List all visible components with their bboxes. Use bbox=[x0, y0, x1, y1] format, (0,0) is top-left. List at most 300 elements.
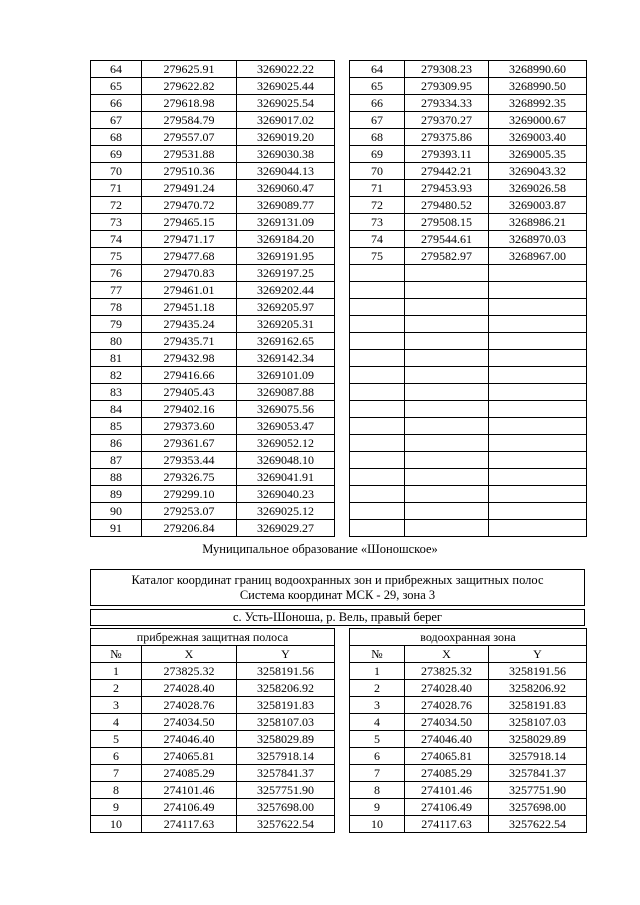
table-row bbox=[91, 503, 335, 520]
x-coordinate-cell bbox=[405, 503, 489, 520]
table-caption: водоохранная зона bbox=[350, 629, 587, 646]
y-coordinate-cell: 3269029.27 bbox=[237, 520, 335, 537]
x-coordinate-cell: 274085.29 bbox=[405, 765, 489, 782]
y-coordinate-cell: 3257751.90 bbox=[237, 782, 335, 799]
y-coordinate-cell: 3257622.54 bbox=[237, 816, 335, 833]
x-coordinate-cell: 274046.40 bbox=[142, 731, 237, 748]
point-number-cell bbox=[350, 265, 405, 282]
point-number-cell bbox=[350, 435, 405, 452]
table-row bbox=[91, 61, 335, 78]
point-number-cell: 68 bbox=[91, 129, 142, 146]
y-coordinate-cell: 3258107.03 bbox=[489, 714, 587, 731]
coords-table-water-zone bbox=[349, 628, 587, 833]
y-coordinate-cell bbox=[489, 401, 587, 418]
y-coordinate-cell: 3257918.14 bbox=[489, 748, 587, 765]
x-coordinate-cell bbox=[405, 418, 489, 435]
table-row bbox=[350, 95, 587, 112]
y-coordinate-cell bbox=[489, 265, 587, 282]
x-coordinate-cell: 279477.68 bbox=[142, 248, 237, 265]
point-number-cell: 2 bbox=[350, 680, 405, 697]
table-row bbox=[91, 714, 335, 731]
point-number-cell bbox=[350, 333, 405, 350]
y-coordinate-cell: 3269003.40 bbox=[489, 129, 587, 146]
x-coordinate-cell bbox=[405, 486, 489, 503]
table-row bbox=[91, 452, 335, 469]
y-coordinate-cell bbox=[489, 316, 587, 333]
y-coordinate-cell: 3269089.77 bbox=[237, 197, 335, 214]
point-number-cell bbox=[350, 401, 405, 418]
point-number-cell: 10 bbox=[350, 816, 405, 833]
x-coordinate-cell: 279618.98 bbox=[142, 95, 237, 112]
point-number-cell bbox=[350, 469, 405, 486]
table-row bbox=[350, 214, 587, 231]
table-row bbox=[350, 401, 587, 418]
y-coordinate-cell: 3257751.90 bbox=[489, 782, 587, 799]
x-coordinate-cell: 279361.67 bbox=[142, 435, 237, 452]
point-number-cell: 71 bbox=[350, 180, 405, 197]
y-coordinate-cell bbox=[489, 384, 587, 401]
point-number-cell: 1 bbox=[350, 663, 405, 680]
x-coordinate-cell: 279470.72 bbox=[142, 197, 237, 214]
table-row bbox=[91, 765, 335, 782]
x-coordinate-cell: 279622.82 bbox=[142, 78, 237, 95]
point-number-cell: 5 bbox=[350, 731, 405, 748]
point-number-cell: 7 bbox=[91, 765, 142, 782]
table-row bbox=[91, 418, 335, 435]
y-coordinate-cell: 3269053.47 bbox=[237, 418, 335, 435]
table-row bbox=[91, 367, 335, 384]
y-coordinate-cell: 3269205.31 bbox=[237, 316, 335, 333]
table-row bbox=[91, 333, 335, 350]
x-coordinate-cell: 279299.10 bbox=[142, 486, 237, 503]
column-header-y: Y bbox=[237, 646, 335, 663]
point-number-cell: 79 bbox=[91, 316, 142, 333]
x-coordinate-cell: 274028.76 bbox=[142, 697, 237, 714]
table-row bbox=[91, 401, 335, 418]
point-number-cell: 4 bbox=[350, 714, 405, 731]
point-number-cell: 74 bbox=[91, 231, 142, 248]
point-number-cell: 8 bbox=[350, 782, 405, 799]
y-coordinate-cell: 3257622.54 bbox=[489, 816, 587, 833]
table-row bbox=[91, 469, 335, 486]
point-number-cell bbox=[350, 452, 405, 469]
point-number-cell bbox=[350, 418, 405, 435]
x-coordinate-cell: 274106.49 bbox=[142, 799, 237, 816]
x-coordinate-cell: 279309.95 bbox=[405, 78, 489, 95]
point-number-cell: 85 bbox=[91, 418, 142, 435]
table-row bbox=[350, 503, 587, 520]
point-number-cell: 68 bbox=[350, 129, 405, 146]
coords-table-shore-strip bbox=[90, 628, 335, 833]
coordinate-system: Система координат МСК - 29, зона 3 bbox=[239, 588, 436, 602]
x-coordinate-cell: 279326.75 bbox=[142, 469, 237, 486]
point-number-cell: 91 bbox=[91, 520, 142, 537]
x-coordinate-cell bbox=[405, 265, 489, 282]
table-row bbox=[350, 435, 587, 452]
table-row bbox=[350, 231, 587, 248]
y-coordinate-cell: 3269197.25 bbox=[237, 265, 335, 282]
point-number-cell bbox=[350, 520, 405, 537]
table-row bbox=[91, 680, 335, 697]
table-row bbox=[91, 265, 335, 282]
y-coordinate-cell: 3269003.87 bbox=[489, 197, 587, 214]
table-row bbox=[91, 197, 335, 214]
table-caption: прибрежная защитная полоса bbox=[91, 629, 335, 646]
y-coordinate-cell: 3258191.56 bbox=[489, 663, 587, 680]
x-coordinate-cell bbox=[405, 316, 489, 333]
x-coordinate-cell: 279206.84 bbox=[142, 520, 237, 537]
y-coordinate-cell: 3269000.67 bbox=[489, 112, 587, 129]
coords-table-top-right bbox=[349, 60, 587, 537]
y-coordinate-cell: 3257698.00 bbox=[489, 799, 587, 816]
y-coordinate-cell: 3269202.44 bbox=[237, 282, 335, 299]
table-row bbox=[91, 384, 335, 401]
y-coordinate-cell: 3269041.91 bbox=[237, 469, 335, 486]
y-coordinate-cell bbox=[489, 469, 587, 486]
point-number-cell: 73 bbox=[350, 214, 405, 231]
point-number-cell: 81 bbox=[91, 350, 142, 367]
y-coordinate-cell: 3269040.23 bbox=[237, 486, 335, 503]
table-row bbox=[350, 299, 587, 316]
x-coordinate-cell: 279451.18 bbox=[142, 299, 237, 316]
point-number-cell: 8 bbox=[91, 782, 142, 799]
y-coordinate-cell bbox=[489, 452, 587, 469]
point-number-cell: 9 bbox=[350, 799, 405, 816]
y-coordinate-cell: 3269048.10 bbox=[237, 452, 335, 469]
table-row bbox=[350, 350, 587, 367]
x-coordinate-cell: 274101.46 bbox=[405, 782, 489, 799]
x-coordinate-cell: 279442.21 bbox=[405, 163, 489, 180]
y-coordinate-cell: 3258029.89 bbox=[237, 731, 335, 748]
table-row bbox=[350, 680, 587, 697]
column-header-number: № bbox=[350, 646, 405, 663]
table-row bbox=[350, 367, 587, 384]
table-row bbox=[350, 197, 587, 214]
y-coordinate-cell: 3269142.34 bbox=[237, 350, 335, 367]
point-number-cell bbox=[350, 384, 405, 401]
y-coordinate-cell: 3268990.60 bbox=[489, 61, 587, 78]
x-coordinate-cell: 274034.50 bbox=[405, 714, 489, 731]
x-coordinate-cell: 274034.50 bbox=[142, 714, 237, 731]
y-coordinate-cell bbox=[489, 486, 587, 503]
table-row bbox=[350, 384, 587, 401]
table-row bbox=[91, 112, 335, 129]
x-coordinate-cell: 274065.81 bbox=[405, 748, 489, 765]
x-coordinate-cell: 279531.88 bbox=[142, 146, 237, 163]
table-row bbox=[350, 282, 587, 299]
table-row bbox=[91, 486, 335, 503]
y-coordinate-cell: 3269017.02 bbox=[237, 112, 335, 129]
x-coordinate-cell: 279480.52 bbox=[405, 197, 489, 214]
column-header-x: X bbox=[405, 646, 489, 663]
y-coordinate-cell: 3269019.20 bbox=[237, 129, 335, 146]
table-row bbox=[350, 520, 587, 537]
point-number-cell bbox=[350, 367, 405, 384]
table-row bbox=[91, 799, 335, 816]
y-coordinate-cell: 3269205.97 bbox=[237, 299, 335, 316]
table-row bbox=[350, 180, 587, 197]
x-coordinate-cell: 274028.40 bbox=[142, 680, 237, 697]
table-row bbox=[350, 112, 587, 129]
y-coordinate-cell: 3257918.14 bbox=[237, 748, 335, 765]
x-coordinate-cell bbox=[405, 452, 489, 469]
point-number-cell: 5 bbox=[91, 731, 142, 748]
table-row bbox=[91, 248, 335, 265]
point-number-cell: 3 bbox=[350, 697, 405, 714]
table-row bbox=[350, 469, 587, 486]
y-coordinate-cell: 3269044.13 bbox=[237, 163, 335, 180]
table-row bbox=[91, 520, 335, 537]
point-number-cell: 71 bbox=[91, 180, 142, 197]
y-coordinate-cell bbox=[489, 520, 587, 537]
point-number-cell: 70 bbox=[350, 163, 405, 180]
x-coordinate-cell bbox=[405, 384, 489, 401]
table-row bbox=[350, 333, 587, 350]
y-coordinate-cell: 3258029.89 bbox=[489, 731, 587, 748]
y-coordinate-cell: 3258107.03 bbox=[237, 714, 335, 731]
table-row bbox=[91, 782, 335, 799]
y-coordinate-cell bbox=[489, 367, 587, 384]
x-coordinate-cell bbox=[405, 435, 489, 452]
point-number-cell: 70 bbox=[91, 163, 142, 180]
coords-table-top-left bbox=[90, 60, 335, 537]
x-coordinate-cell bbox=[405, 333, 489, 350]
column-header-y: Y bbox=[489, 646, 587, 663]
x-coordinate-cell: 279471.17 bbox=[142, 231, 237, 248]
table-row bbox=[350, 782, 587, 799]
table-row bbox=[350, 163, 587, 180]
table-row bbox=[91, 350, 335, 367]
y-coordinate-cell bbox=[489, 418, 587, 435]
x-coordinate-cell: 274028.76 bbox=[405, 697, 489, 714]
x-coordinate-cell: 279582.97 bbox=[405, 248, 489, 265]
point-number-cell bbox=[350, 316, 405, 333]
y-coordinate-cell: 3258191.83 bbox=[237, 697, 335, 714]
point-number-cell: 88 bbox=[91, 469, 142, 486]
table-row bbox=[91, 697, 335, 714]
x-coordinate-cell: 279393.11 bbox=[405, 146, 489, 163]
y-coordinate-cell bbox=[489, 299, 587, 316]
x-coordinate-cell bbox=[405, 367, 489, 384]
x-coordinate-cell: 273825.32 bbox=[142, 663, 237, 680]
point-number-cell: 2 bbox=[91, 680, 142, 697]
y-coordinate-cell: 3269052.12 bbox=[237, 435, 335, 452]
table-row bbox=[91, 78, 335, 95]
point-number-cell bbox=[350, 282, 405, 299]
point-number-cell: 75 bbox=[91, 248, 142, 265]
point-number-cell bbox=[350, 486, 405, 503]
x-coordinate-cell bbox=[405, 469, 489, 486]
x-coordinate-cell bbox=[405, 282, 489, 299]
table-row bbox=[91, 816, 335, 833]
municipality-title: Муниципальное образование «Шоношское» bbox=[202, 542, 438, 556]
point-number-cell: 66 bbox=[91, 95, 142, 112]
point-number-cell bbox=[350, 503, 405, 520]
table-row bbox=[350, 486, 587, 503]
x-coordinate-cell: 279465.15 bbox=[142, 214, 237, 231]
point-number-cell: 87 bbox=[91, 452, 142, 469]
table-row bbox=[91, 299, 335, 316]
y-coordinate-cell: 3268986.21 bbox=[489, 214, 587, 231]
y-coordinate-cell: 3269191.95 bbox=[237, 248, 335, 265]
x-coordinate-cell bbox=[405, 520, 489, 537]
y-coordinate-cell: 3258206.92 bbox=[489, 680, 587, 697]
point-number-cell: 65 bbox=[91, 78, 142, 95]
x-coordinate-cell: 274106.49 bbox=[405, 799, 489, 816]
y-coordinate-cell: 3257698.00 bbox=[237, 799, 335, 816]
point-number-cell: 89 bbox=[91, 486, 142, 503]
y-coordinate-cell: 3268970.03 bbox=[489, 231, 587, 248]
table-row bbox=[350, 663, 587, 680]
point-number-cell: 80 bbox=[91, 333, 142, 350]
x-coordinate-cell: 279470.83 bbox=[142, 265, 237, 282]
x-coordinate-cell: 279461.01 bbox=[142, 282, 237, 299]
x-coordinate-cell: 279373.60 bbox=[142, 418, 237, 435]
y-coordinate-cell: 3269043.32 bbox=[489, 163, 587, 180]
y-coordinate-cell: 3269005.35 bbox=[489, 146, 587, 163]
point-number-cell: 90 bbox=[91, 503, 142, 520]
table-row bbox=[91, 95, 335, 112]
x-coordinate-cell: 279625.91 bbox=[142, 61, 237, 78]
table-row bbox=[350, 799, 587, 816]
x-coordinate-cell: 274065.81 bbox=[142, 748, 237, 765]
x-coordinate-cell: 279510.36 bbox=[142, 163, 237, 180]
column-header-number: № bbox=[91, 646, 142, 663]
table-row bbox=[91, 663, 335, 680]
y-coordinate-cell: 3258191.83 bbox=[489, 697, 587, 714]
y-coordinate-cell bbox=[489, 503, 587, 520]
x-coordinate-cell: 279435.71 bbox=[142, 333, 237, 350]
table-row bbox=[350, 78, 587, 95]
y-coordinate-cell: 3269022.22 bbox=[237, 61, 335, 78]
y-coordinate-cell: 3258206.92 bbox=[237, 680, 335, 697]
x-coordinate-cell bbox=[405, 401, 489, 418]
x-coordinate-cell: 274117.63 bbox=[405, 816, 489, 833]
x-coordinate-cell: 279491.24 bbox=[142, 180, 237, 197]
table-row bbox=[91, 282, 335, 299]
x-coordinate-cell: 274117.63 bbox=[142, 816, 237, 833]
y-coordinate-cell: 3268992.35 bbox=[489, 95, 587, 112]
x-coordinate-cell: 274101.46 bbox=[142, 782, 237, 799]
table-row bbox=[91, 163, 335, 180]
table-row bbox=[350, 61, 587, 78]
point-number-cell: 6 bbox=[91, 748, 142, 765]
point-number-cell: 65 bbox=[350, 78, 405, 95]
point-number-cell: 67 bbox=[91, 112, 142, 129]
x-coordinate-cell bbox=[405, 299, 489, 316]
point-number-cell: 72 bbox=[350, 197, 405, 214]
point-number-cell bbox=[350, 350, 405, 367]
x-coordinate-cell: 279334.33 bbox=[405, 95, 489, 112]
point-number-cell: 72 bbox=[91, 197, 142, 214]
point-number-cell: 73 bbox=[91, 214, 142, 231]
point-number-cell: 83 bbox=[91, 384, 142, 401]
table-row bbox=[91, 731, 335, 748]
point-number-cell: 64 bbox=[350, 61, 405, 78]
point-number-cell: 86 bbox=[91, 435, 142, 452]
point-number-cell: 74 bbox=[350, 231, 405, 248]
table-row bbox=[91, 214, 335, 231]
y-coordinate-cell: 3269162.65 bbox=[237, 333, 335, 350]
point-number-cell: 78 bbox=[91, 299, 142, 316]
y-coordinate-cell: 3268990.50 bbox=[489, 78, 587, 95]
point-number-cell bbox=[350, 299, 405, 316]
catalog-title: Каталог координат границ водоохранных зон и прибрежных защитных полос bbox=[131, 573, 544, 587]
point-number-cell: 4 bbox=[91, 714, 142, 731]
point-number-cell: 84 bbox=[91, 401, 142, 418]
table-row bbox=[350, 452, 587, 469]
x-coordinate-cell: 279405.43 bbox=[142, 384, 237, 401]
y-coordinate-cell: 3269184.20 bbox=[237, 231, 335, 248]
y-coordinate-cell: 3258191.56 bbox=[237, 663, 335, 680]
table-row bbox=[350, 316, 587, 333]
y-coordinate-cell: 3269025.12 bbox=[237, 503, 335, 520]
x-coordinate-cell: 274028.40 bbox=[405, 680, 489, 697]
x-coordinate-cell: 273825.32 bbox=[405, 663, 489, 680]
point-number-cell: 67 bbox=[350, 112, 405, 129]
x-coordinate-cell: 279432.98 bbox=[142, 350, 237, 367]
table-row bbox=[350, 697, 587, 714]
y-coordinate-cell: 3269026.58 bbox=[489, 180, 587, 197]
x-coordinate-cell: 279353.44 bbox=[142, 452, 237, 469]
location-label: с. Усть-Шоноша, р. Вель, правый берег bbox=[90, 609, 585, 626]
x-coordinate-cell: 279544.61 bbox=[405, 231, 489, 248]
x-coordinate-cell: 274085.29 bbox=[142, 765, 237, 782]
x-coordinate-cell: 279370.27 bbox=[405, 112, 489, 129]
table-row bbox=[350, 731, 587, 748]
point-number-cell: 69 bbox=[91, 146, 142, 163]
table-row bbox=[91, 129, 335, 146]
y-coordinate-cell: 3269025.54 bbox=[237, 95, 335, 112]
table-row bbox=[91, 748, 335, 765]
table-row bbox=[350, 248, 587, 265]
point-number-cell: 76 bbox=[91, 265, 142, 282]
point-number-cell: 82 bbox=[91, 367, 142, 384]
x-coordinate-cell: 279253.07 bbox=[142, 503, 237, 520]
y-coordinate-cell: 3269030.38 bbox=[237, 146, 335, 163]
table-row bbox=[91, 180, 335, 197]
point-number-cell: 9 bbox=[91, 799, 142, 816]
table-row bbox=[350, 418, 587, 435]
table-row bbox=[350, 146, 587, 163]
point-number-cell: 3 bbox=[91, 697, 142, 714]
table-row bbox=[350, 265, 587, 282]
y-coordinate-cell: 3269025.44 bbox=[237, 78, 335, 95]
point-number-cell: 7 bbox=[350, 765, 405, 782]
table-row bbox=[91, 231, 335, 248]
x-coordinate-cell: 279435.24 bbox=[142, 316, 237, 333]
x-coordinate-cell: 274046.40 bbox=[405, 731, 489, 748]
x-coordinate-cell: 279416.66 bbox=[142, 367, 237, 384]
y-coordinate-cell: 3269075.56 bbox=[237, 401, 335, 418]
x-coordinate-cell: 279508.15 bbox=[405, 214, 489, 231]
y-coordinate-cell bbox=[489, 350, 587, 367]
point-number-cell: 66 bbox=[350, 95, 405, 112]
y-coordinate-cell bbox=[489, 282, 587, 299]
table-row bbox=[91, 435, 335, 452]
table-row bbox=[350, 816, 587, 833]
catalog-header bbox=[90, 569, 585, 606]
x-coordinate-cell bbox=[405, 350, 489, 367]
y-coordinate-cell: 3257841.37 bbox=[237, 765, 335, 782]
y-coordinate-cell bbox=[489, 435, 587, 452]
x-coordinate-cell: 279557.07 bbox=[142, 129, 237, 146]
table-row bbox=[350, 714, 587, 731]
point-number-cell: 64 bbox=[91, 61, 142, 78]
table-row bbox=[350, 765, 587, 782]
x-coordinate-cell: 279584.79 bbox=[142, 112, 237, 129]
x-coordinate-cell: 279453.93 bbox=[405, 180, 489, 197]
